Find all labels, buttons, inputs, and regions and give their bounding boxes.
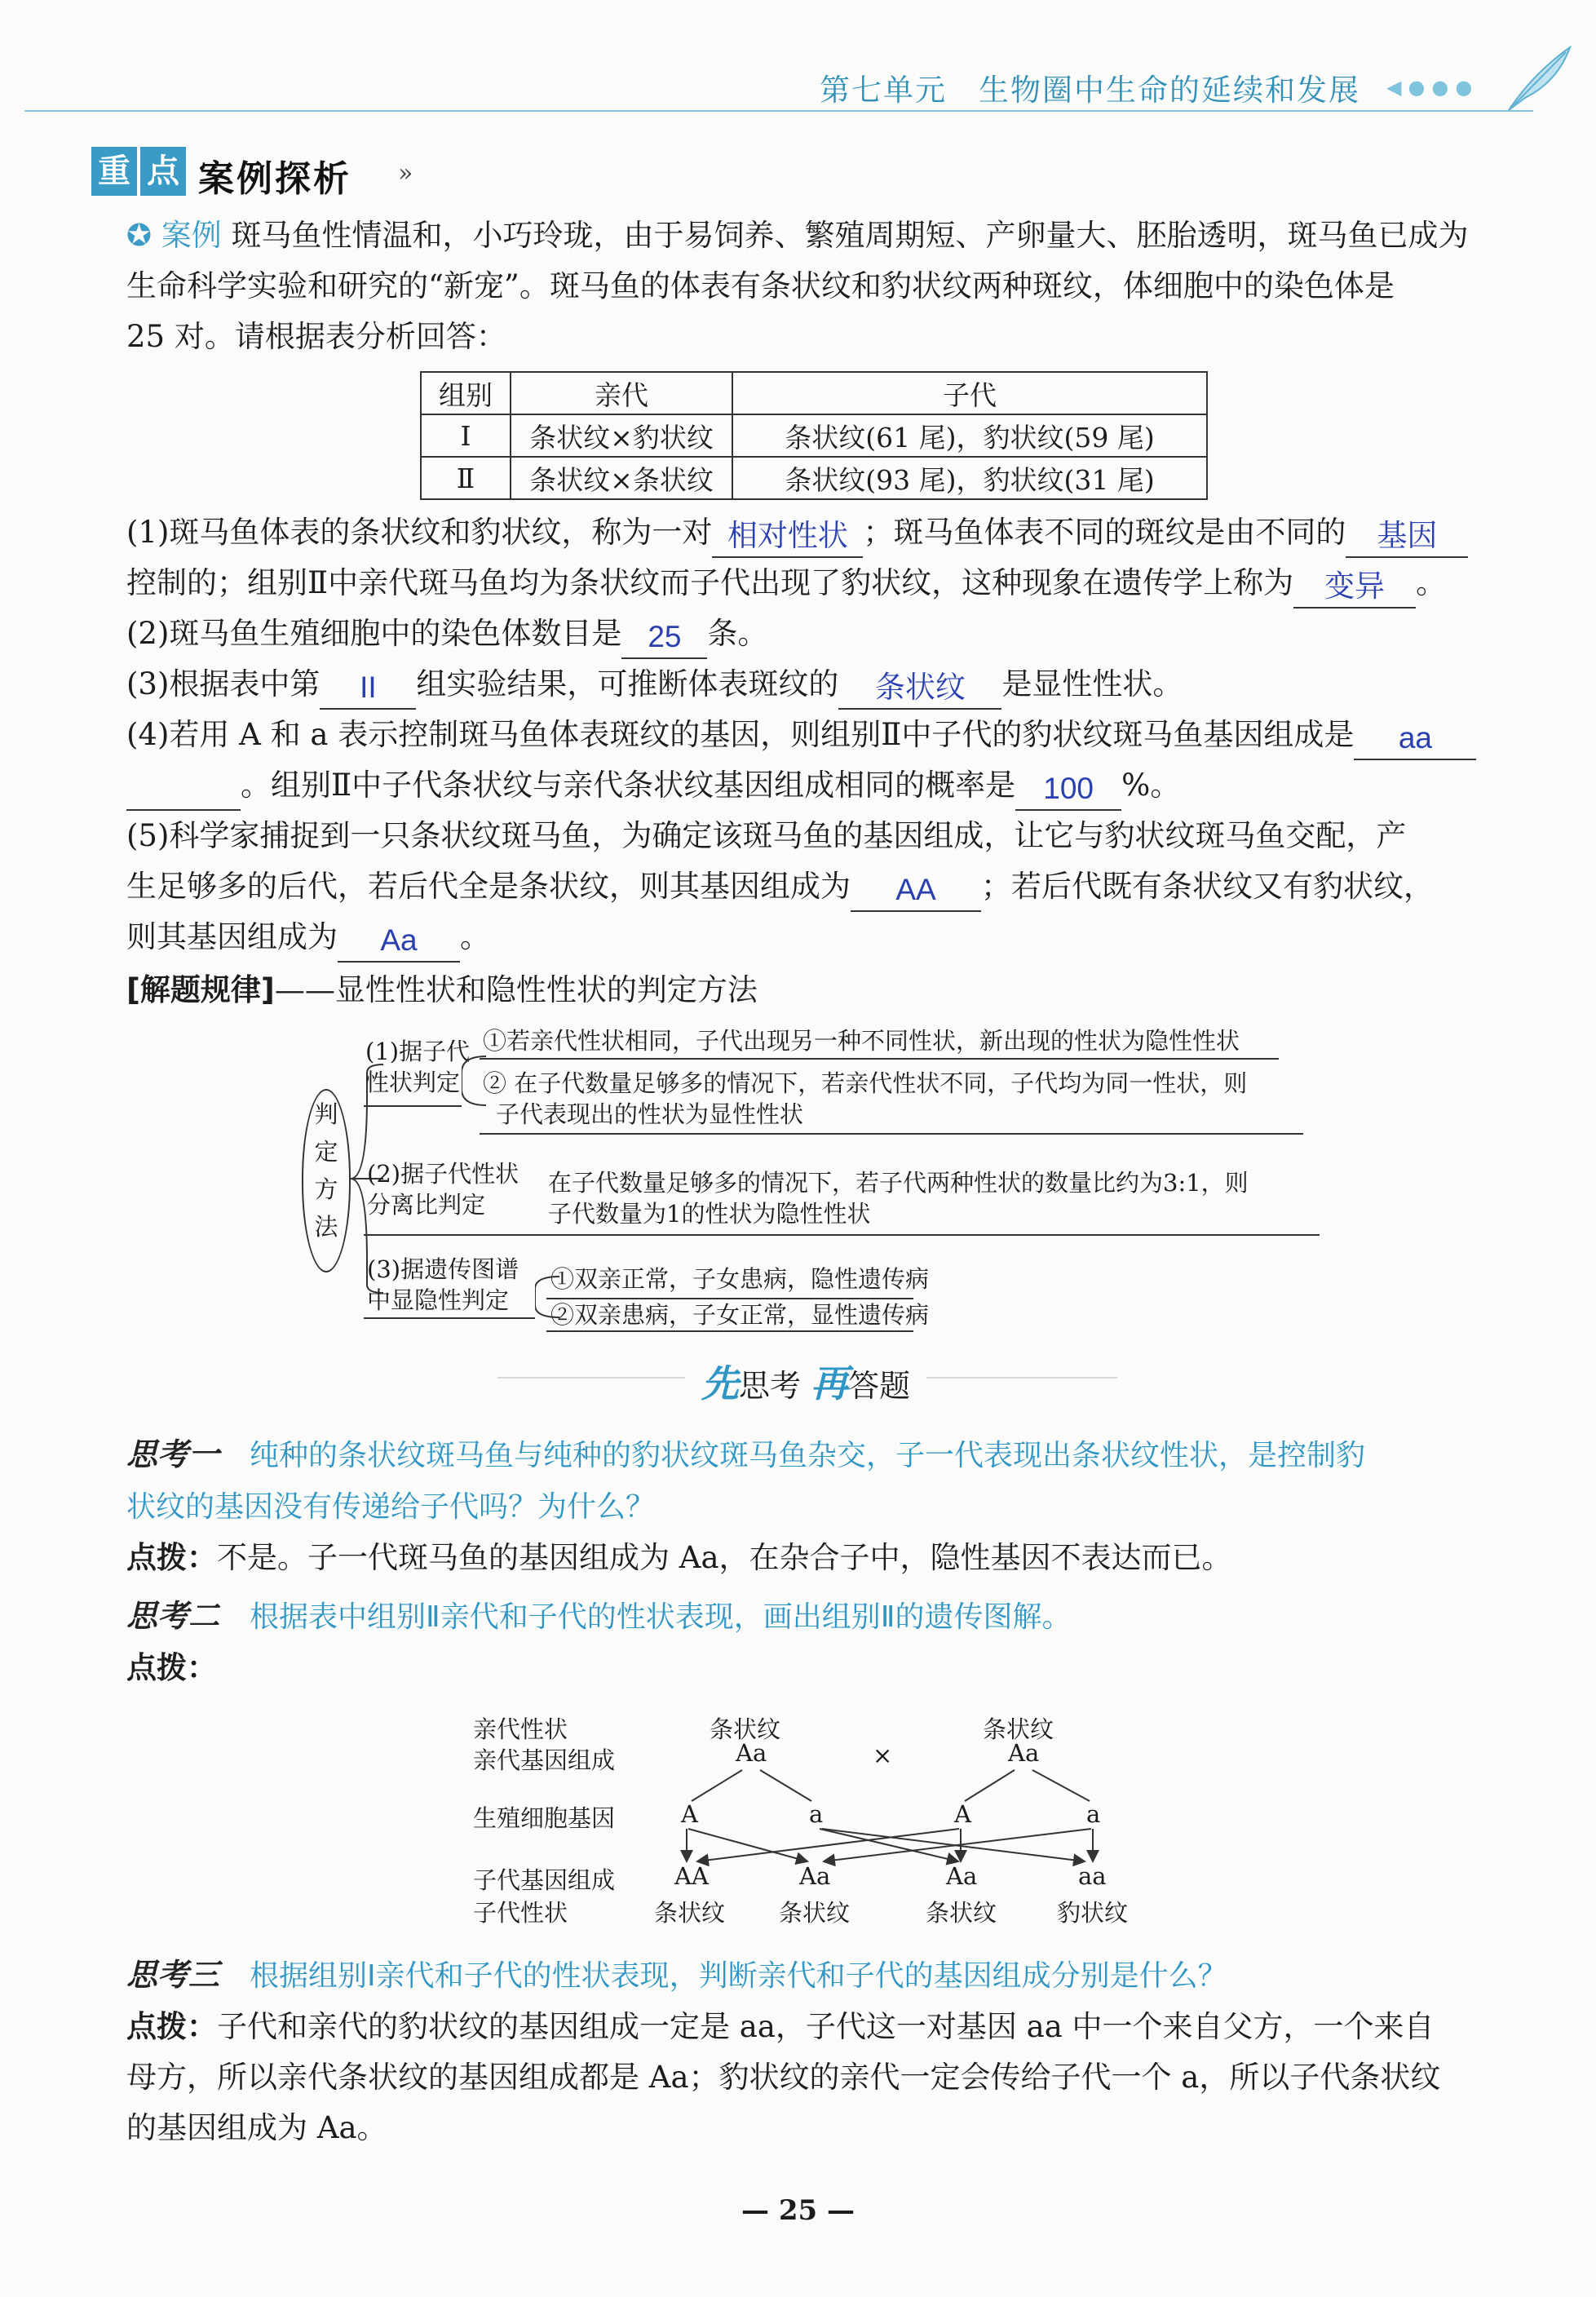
branch-2-text-b: 子代数量为1的性状为隐性性状 [548, 1200, 871, 1228]
offspring-gene: Aa [799, 1862, 831, 1890]
parent-2-trait: 条状纹 [983, 1715, 1054, 1743]
think-2-tip-label: 点拨： [126, 1650, 217, 1685]
feather-icon [1501, 41, 1574, 114]
answer-blank [712, 519, 863, 558]
answer-blank [320, 671, 416, 710]
row-label: 子代基因组成 [473, 1866, 616, 1894]
case-paragraph [126, 210, 1497, 362]
page-number: — 25 — [741, 2194, 855, 2227]
table-header: 子代 [732, 372, 1207, 414]
think-3-tip-line-1: 子代和亲代的豹状纹的基因组成一定是 aa，子代这一对基因 aa 中一个来自父方，一个来自 [217, 2009, 1435, 2044]
table-header-row [421, 372, 1207, 414]
think-1-label: 思考一 [126, 1436, 220, 1472]
table-cell: Ⅰ [421, 414, 511, 457]
branch-3-underline [364, 1317, 535, 1319]
badge-char-2: 点 [140, 147, 186, 196]
answer-text: 变异 [1324, 569, 1386, 603]
think-1 [126, 1429, 1513, 1583]
section-badge [91, 147, 186, 196]
table-header: 亲代 [511, 372, 732, 414]
answer-text: aa [1398, 721, 1432, 755]
question-5-line-3: 则其基因组成为 Aa 。 [126, 912, 1497, 963]
answer-blank [338, 923, 460, 963]
branch-1-underline [364, 1105, 462, 1107]
table-cell: 条状纹×条状纹 [511, 457, 732, 499]
table-cell: 条状纹×豹状纹 [511, 414, 732, 457]
gamete: a [809, 1800, 824, 1828]
answer-text: 25 [648, 620, 682, 653]
parent-1-gene: Aa [736, 1739, 767, 1767]
item-underline [480, 1058, 1279, 1060]
row-label: 子代性状 [473, 1899, 568, 1927]
table-header: 组别 [421, 372, 511, 414]
answer-text: 基因 [1377, 519, 1438, 552]
row-label: 亲代性状 [473, 1715, 568, 1743]
offspring-gene: AA [674, 1862, 709, 1890]
answer-text: 条状纹 [874, 671, 966, 704]
offspring-gene: Aa [946, 1862, 978, 1890]
question-4-line-2: 。组别Ⅱ中子代条状纹与亲代条状纹基因组成相同的概率是 100 %。 [126, 760, 1497, 811]
genetic-cross-diagram [473, 1705, 1129, 1933]
think-3-tip-label: 点拨： [126, 2009, 217, 2044]
answer-blank [1346, 519, 1468, 558]
branch-1-label: (1)据子代 性状判定 [365, 1038, 471, 1096]
think-1-tip: 不是。子一代斑马鱼的基因组成为 Aa，在杂合子中，隐性基因不表达而已。 [217, 1540, 1232, 1575]
think-2-label: 思考二 [126, 1598, 220, 1634]
question-3: (3)根据表中第 II 组实验结果，可推断体表斑纹的 条状纹 是显性性状。 [126, 659, 1497, 710]
branch-2-label: (2)据子代性状 分离比判定 [367, 1160, 519, 1219]
answer-blank-continued [126, 772, 241, 811]
question-1-line-1: (1)斑马鱼体表的条状纹和豹状纹，称为一对 相对性状 ；斑马鱼体表不同的斑纹是由不同的 基因 [126, 507, 1497, 558]
header-dots: ◀●●● [1386, 76, 1479, 99]
item-underline [480, 1133, 1303, 1135]
parent-1-trait: 条状纹 [710, 1715, 781, 1743]
cross-arrows [473, 1705, 1125, 1933]
question-1-line-2: 控制的；组别Ⅱ中亲代斑马鱼均为条状纹而子代出现了豹状纹，这种现象在遗传学上称为 变异 。 [126, 558, 1497, 609]
gamete: A [954, 1800, 971, 1828]
item-underline [364, 1234, 1320, 1236]
table-cell: 条状纹(61 尾)，豹状纹(59 尾) [732, 414, 1207, 457]
rule-text: ——显性性状和隐性性状的判定方法 [274, 972, 758, 1007]
parent-2-gene: Aa [1008, 1739, 1040, 1767]
think-3-question: 根据组别Ⅰ亲代和子代的性状表现，判断亲代和子代的基因组成分别是什么？ [250, 1959, 1227, 1993]
question-5-line-2: 生足够多的后代，若后代全是条状纹，则其基因组成为 AA ；若后代既有条状纹又有豹状纹， [126, 861, 1497, 912]
diagram-root: 判 定 方 法 [302, 1089, 351, 1272]
branch-1-item-2b: 子代表现出的性状为显性性状 [496, 1100, 804, 1128]
header-rule [24, 110, 1533, 112]
answer-blank [621, 620, 707, 659]
case-label: ✪ 案例 [126, 218, 222, 253]
think-3 [126, 1950, 1513, 2153]
answer-text: 相对性状 [727, 519, 848, 552]
offspring-gene: aa [1078, 1862, 1107, 1890]
badge-char-1: 重 [91, 147, 137, 196]
think-1-question-line-2: 状纹的基因没有传递给子代吗？为什么？ [126, 1490, 656, 1524]
branch-3-item-1: ①双亲正常，子女患病，隐性遗传病 [550, 1265, 930, 1293]
answer-blank [851, 873, 981, 912]
think-3-tip-line-3: 的基因组成为 Aa。 [126, 2110, 387, 2145]
answer-blank [1015, 772, 1121, 811]
branch-3-label: (3)据遗传图谱 中显隐性判定 [367, 1255, 519, 1314]
think-banner: 先思考 再答题 [685, 1354, 926, 1408]
section-title: 案例探析 [198, 158, 351, 200]
unit-title: 第七单元 生物圈中生命的延续和发展 [820, 73, 1360, 108]
branch-3-item-2: ②双亲患病，子女正常，显性遗传病 [550, 1301, 930, 1329]
questions-block [126, 507, 1497, 963]
case-line-2: 生命科学实验和研究的“新宠”。斑马鱼的体表有条状纹和豹状纹两种斑纹，体细胞中的染色体是 [126, 268, 1395, 303]
think-2-question: 根据表中组别Ⅱ亲代和子代的性状表现，画出组别Ⅱ的遗传图解。 [250, 1600, 1072, 1634]
think-3-label: 思考三 [126, 1957, 220, 1993]
gamete: A [681, 1800, 698, 1828]
offspring-trait: 条状纹 [926, 1899, 997, 1927]
think-1-tip-label: 点拨： [126, 1540, 217, 1575]
rule-heading [126, 965, 758, 1016]
branch-1-item-2a: ② 在子代数量足够多的情况下，若亲代性状不同，子代均为同一性状，则 [483, 1069, 1248, 1097]
item-underline [546, 1330, 913, 1332]
answer-blank [838, 671, 1001, 710]
case-line-3: 25 对。请根据表分析回答： [126, 319, 506, 354]
answer-text: II [360, 671, 377, 704]
branch-2-text-a: 在子代数量足够多的情况下，若子代两种性状的数量比约为3:1，则 [548, 1169, 1249, 1197]
branch-1-item-1: ①若亲代性状相同，子代出现另一种不同性状，新出现的性状为隐性性状 [483, 1027, 1240, 1055]
think-1-question-line-1: 纯种的条状纹斑马鱼与纯种的豹状纹斑马鱼杂交，子一代表现出条状纹性状，是控制豹 [250, 1439, 1366, 1472]
answer-text: Aa [380, 923, 418, 957]
table-row [421, 457, 1207, 499]
answer-blank [1293, 569, 1416, 609]
offspring-trait: 豹状纹 [1057, 1899, 1129, 1927]
answer-text: AA [895, 873, 936, 906]
row-label: 生殖细胞基因 [473, 1804, 616, 1832]
answer-text: 100 [1043, 772, 1094, 805]
judgement-diagram [302, 1024, 1305, 1330]
rule-label: [解题规律] [126, 972, 275, 1007]
table-cell: 条状纹(93 尾)，豹状纹(31 尾) [732, 457, 1207, 499]
gamete: a [1086, 1800, 1101, 1828]
question-2: (2)斑马鱼生殖细胞中的染色体数目是 25 条。 [126, 609, 1497, 659]
cross-symbol: × [873, 1742, 893, 1769]
answer-blank [1354, 721, 1476, 760]
think-2 [126, 1591, 1513, 1693]
offspring-trait: 条状纹 [654, 1899, 726, 1927]
think-3-tip-line-2: 母方，所以亲代条状纹的基因组成都是 Aa；豹状纹的亲代一定会传给子代一个 a，所以子代条状纹 [126, 2060, 1441, 2095]
question-4-line-1: (4)若用 A 和 a 表示控制斑马鱼体表斑纹的基因，则组别Ⅱ中子代的豹状纹斑马鱼基因组成是 aa [126, 710, 1497, 760]
question-5-line-1: (5)科学家捕捉到一只条状纹斑马鱼，为确定该斑马鱼的基因组成，让它与豹状纹斑马鱼交配，产 [126, 818, 1407, 853]
offspring-trait: 条状纹 [779, 1899, 851, 1927]
row-label: 亲代基因组成 [473, 1746, 616, 1774]
table-row [421, 414, 1207, 457]
cross-results-table [420, 371, 1208, 500]
table-cell: Ⅱ [421, 457, 511, 499]
case-line-1: 斑马鱼性情温和，小巧玲珑，由于易饲养、繁殖周期短、产卵量大、胚胎透明，斑马鱼已成为 [231, 218, 1469, 253]
section-arrows: » [398, 159, 413, 188]
